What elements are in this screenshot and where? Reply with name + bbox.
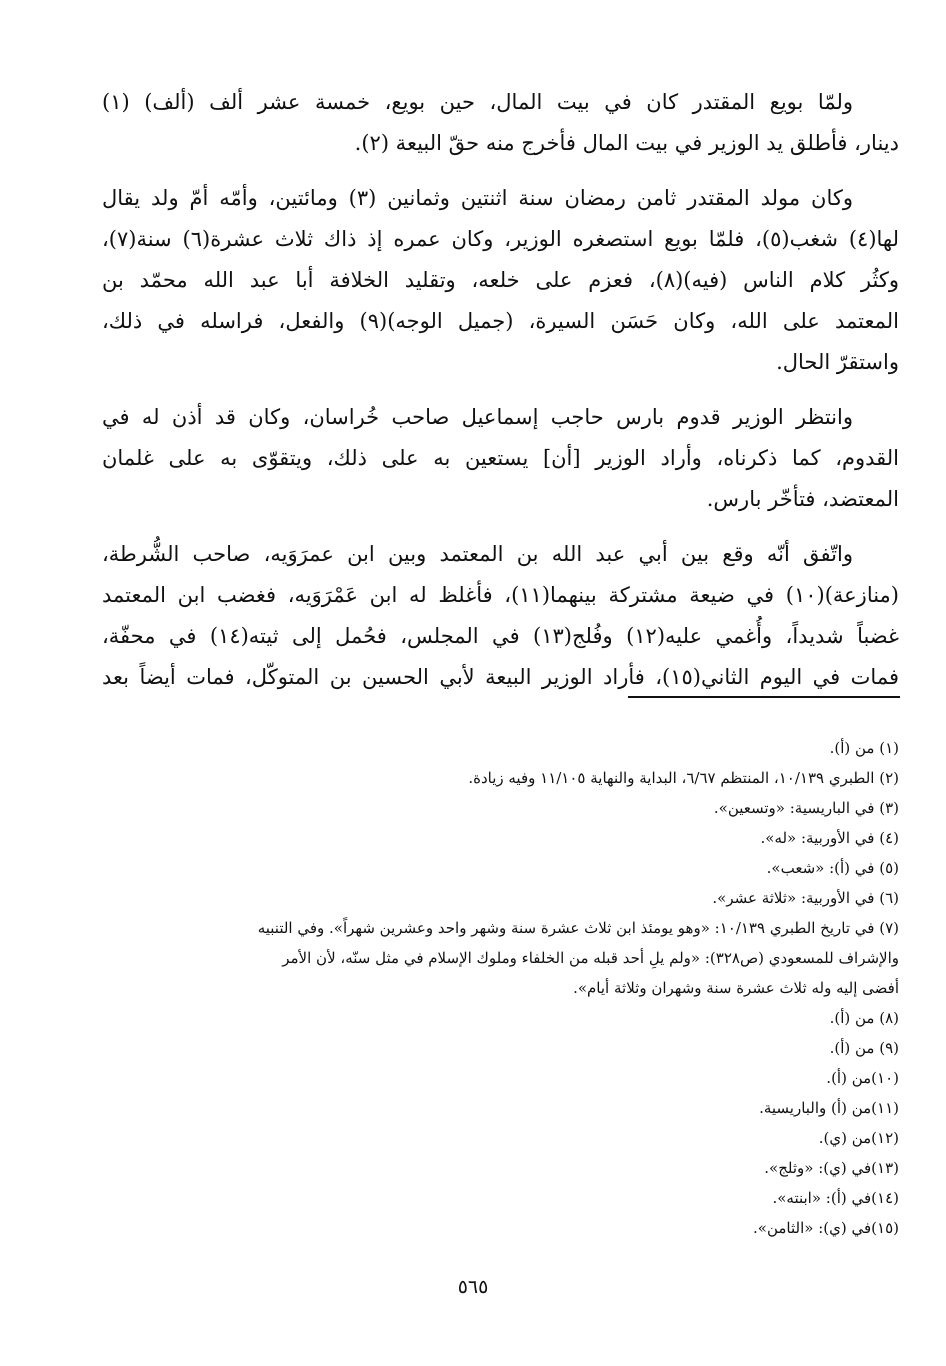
footnote: (٧) في تاريخ الطبري ١٠/١٣٩: «وهو يومئذ ابن ثلاث عشرة سنة وشهر واحد وعشرين شهراً». وفي التنبيه (257, 919, 899, 937)
footnote: (١٠)من (أ). (826, 1069, 899, 1087)
text-line: المعتضد، فتأخّر بارس. (706, 487, 899, 511)
paragraph (102, 82, 899, 164)
footnote-continuation: والإشراف للمسعودي (ص٣٢٨): «ولم يلِ أحد قبله من الخلفاء وملوك الإسلام في مثل سنّه، لأن الأمر (282, 949, 899, 967)
footnote: (٢) الطبري ١٠/١٣٩، المنتظم ٦/٦٧، البداية والنهاية ١١/١٠٥ وفيه زيادة. (468, 769, 899, 787)
text-line: ولمّا بويع المقتدر كان في بيت المال، حين بويع، خمسة عشر ألف (ألف) (١) (102, 90, 853, 114)
footnote: (١٢)من (ي). (818, 1129, 899, 1147)
footnotes (102, 733, 899, 1243)
footnote: (٥) في (أ): «شعب». (766, 859, 899, 877)
text-line: واستقرّ الحال. (776, 350, 899, 374)
paragraph (102, 178, 899, 383)
footnote: (١) من (أ). (829, 739, 899, 757)
text-line: المعتمد على الله، وكان حَسَن السيرة، (جميل الوجه)(٩) والفعل، فراسله في ذلك، (102, 309, 899, 333)
text-line: دينار، فأطلق يد الوزير في بيت المال فأخرج منه حقّ البيعة (٢). (354, 131, 899, 155)
footnote: (٤) في الأوربية: «له». (760, 829, 899, 847)
page-number: ٥٦٥ (457, 1276, 489, 1298)
main-text (102, 82, 899, 712)
footnote: (١١)من (أ) والباريسية. (759, 1099, 899, 1117)
footnote-continuation: أفضى إليه وله ثلاث عشرة سنة وشهران وثلاثة أيام». (573, 979, 899, 997)
footnote-separator (628, 696, 900, 698)
footnote: (١٣)في (ي): «وثلج». (764, 1159, 899, 1177)
text-line: وانتظر الوزير قدوم بارس حاجب إسماعيل صاحب خُراسان، وكان قد أذن له في (102, 405, 853, 429)
text-line: (منازعة)(١٠) في ضيعة مشتركة بينهما(١١)، فأغلظ له ابن عَمْرَوَيه، فغضب ابن المعتمد (102, 583, 899, 607)
text-line: واتّفق أنّه وقع بين أبي عبد الله بن المعتمد وبين ابن عمرَوَيه، صاحب الشُّرطة، (102, 542, 853, 566)
paragraph (102, 534, 899, 698)
footnote: (٦) في الأوربية: «ثلاثة عشر». (712, 889, 899, 907)
footnote: (١٥)في (ي): «الثامن». (753, 1219, 899, 1237)
text-line: فمات في اليوم الثاني(١٥)، فأراد الوزير البيعة لأبي الحسين بن المتوكّل، فمات أيضاً بعد (102, 665, 899, 689)
text-line: لها(٤) شغب(٥)، فلمّا بويع استصغره الوزير، وكان عمره إذ ذاك ثلاث عشرة(٦) سنة(٧)، (102, 227, 899, 251)
text-line: وكثُر كلام الناس (فيه)(٨)، فعزم على خلعه، وتقليد الخلافة أبا عبد الله محمّد بن (102, 268, 899, 292)
text-line: القدوم، كما ذكرناه، وأراد الوزير [أن] يستعين به على ذلك، ويتقوّى به على غلمان (102, 446, 899, 470)
footnote: (٩) من (أ). (829, 1039, 899, 1057)
footnote: (٣) في الباريسية: «وتسعين». (713, 799, 899, 817)
footnote: (١٤)في (أ): «ابنته». (772, 1189, 899, 1207)
paragraph (102, 397, 899, 520)
text-line: غضباً شديداً، وأُغمي عليه(١٢) وفُلج(١٣) في المجلس، فحُمل إلى ثيته(١٤) في محفّة، (102, 624, 899, 648)
footnote: (٨) من (أ). (829, 1009, 899, 1027)
text-line: وكان مولد المقتدر ثامن رمضان سنة اثنتين وثمانين (٣) ومائتين، وأمّه أمّ ولد يقال (102, 186, 853, 210)
